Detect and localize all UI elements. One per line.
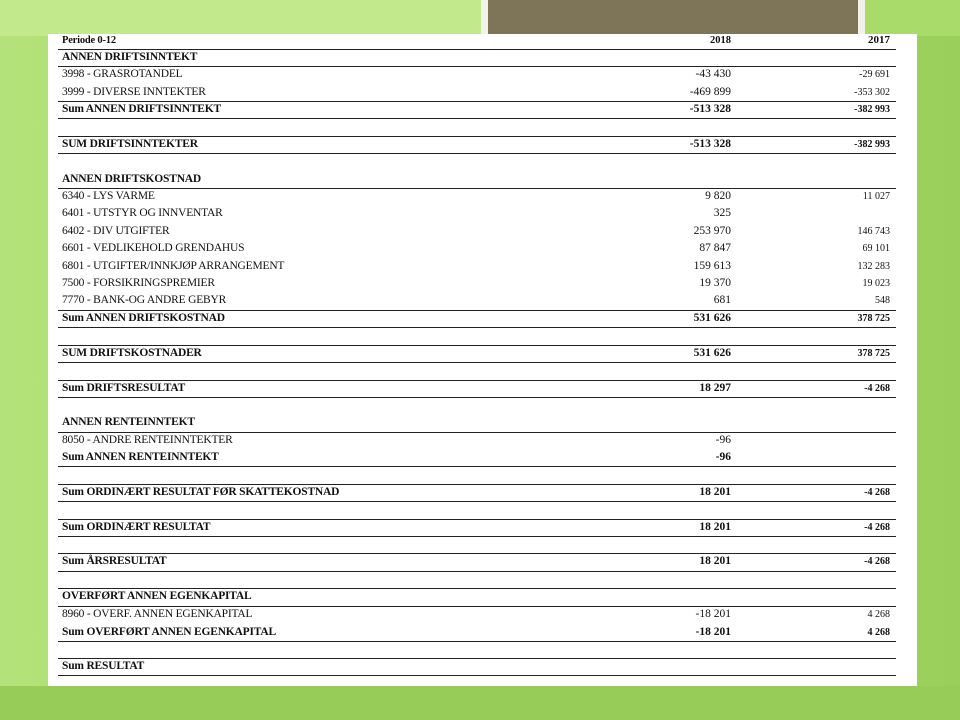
row-label: 3999 - DIVERSE INNTEKTER: [62, 86, 206, 98]
value-2018: -96: [715, 434, 731, 446]
table-row: [60, 624, 894, 641]
table-row: [60, 84, 894, 101]
row-divider: [58, 362, 896, 363]
value-2017: 548: [875, 295, 890, 306]
background-tile: [0, 0, 482, 36]
row-label: 6601 - VEDLIKEHOLD GRENDAHUS: [62, 242, 245, 254]
table-row: [60, 310, 894, 327]
value-2017: 146 743: [857, 226, 890, 237]
table-row: [60, 432, 894, 449]
row-label: OVERFØRT ANNEN EGENKAPITAL: [62, 590, 252, 602]
period-label: Periode 0-12: [62, 35, 116, 46]
table-row: [60, 658, 894, 675]
year-current-header: 2018: [710, 35, 731, 46]
value-2018: 159 613: [693, 260, 731, 272]
value-2018: 681: [713, 294, 731, 306]
table-row: [60, 380, 894, 397]
row-divider: [58, 658, 896, 659]
row-label: 8050 - ANDRE RENTEINNTEKTER: [62, 434, 233, 446]
value-2018: -513 328: [689, 138, 731, 150]
value-2017: 4 268: [867, 627, 890, 638]
row-label: Sum ANNEN DRIFTSINNTEKT: [62, 103, 221, 115]
value-2018: 9 820: [705, 190, 731, 202]
value-2017: -29 691: [859, 69, 890, 80]
row-label: 7500 - FORSIKRINGSPREMIER: [62, 277, 215, 289]
row-label: 7770 - BANK-OG ANDRE GEBYR: [62, 294, 227, 306]
row-divider: [58, 136, 896, 137]
value-2018: -513 328: [689, 103, 731, 115]
row-divider: [58, 553, 896, 554]
value-2018: -469 899: [689, 86, 731, 98]
value-2018: 253 970: [693, 225, 731, 237]
top-image-placeholder: [488, 0, 858, 36]
table-row: [60, 606, 894, 623]
value-2017: 378 725: [857, 313, 890, 324]
row-divider: [58, 188, 896, 189]
row-label: Sum ORDINÆRT RESULTAT FØR SKATTEKOSTNAD: [62, 486, 340, 498]
row-divider: [58, 432, 896, 433]
value-2017: -4 268: [864, 487, 890, 498]
table-row: [60, 223, 894, 240]
row-divider: [58, 327, 896, 328]
value-2017: -382 993: [854, 104, 890, 115]
table-row: [60, 449, 894, 466]
row-divider: [58, 571, 896, 572]
row-label: ANNEN DRIFTSINNTEKT: [62, 51, 198, 63]
value-2017: -4 268: [864, 522, 890, 533]
value-2018: 18 201: [699, 555, 731, 567]
header-row: [60, 32, 894, 49]
row-divider: [58, 519, 896, 520]
row-label: 6401 - UTSTYR OG INNVENTAR: [62, 207, 223, 219]
row-label: Sum ORDINÆRT RESULTAT: [62, 521, 211, 533]
row-divider: [58, 118, 896, 119]
row-label: SUM DRIFTSINNTEKTER: [62, 138, 198, 150]
table-row: [60, 275, 894, 292]
row-divider: [58, 606, 896, 607]
row-label: Sum RESULTAT: [62, 660, 145, 672]
row-label: Sum ÅRSRESULTAT: [62, 555, 167, 567]
row-label: Sum ANNEN RENTEINNTEKT: [62, 451, 219, 463]
bottom-band: [0, 686, 960, 720]
row-divider: [58, 641, 896, 642]
row-divider: [58, 675, 896, 676]
row-divider: [58, 397, 896, 398]
table-row: [60, 101, 894, 118]
value-2018: 531 626: [693, 347, 731, 359]
row-divider: [58, 380, 896, 381]
table-row: [60, 171, 894, 188]
row-label: Sum ANNEN DRIFTSKOSTNAD: [62, 312, 225, 324]
value-2018: 531 626: [693, 312, 731, 324]
table-row: [60, 240, 894, 257]
year-previous-header: 2017: [868, 34, 890, 46]
row-divider: [58, 345, 896, 346]
value-2018: 325: [713, 207, 731, 219]
row-divider: [58, 501, 896, 502]
value-2018: 87 847: [699, 242, 731, 254]
row-divider: [58, 536, 896, 537]
value-2018: 19 370: [699, 277, 731, 289]
table-row: [60, 258, 894, 275]
table-row: [60, 188, 894, 205]
value-2017: -4 268: [864, 383, 890, 394]
value-2018: -96: [715, 451, 731, 463]
row-label: ANNEN RENTEINNTEKT: [62, 416, 195, 428]
value-2017: 69 101: [862, 243, 890, 254]
table-row: [60, 49, 894, 66]
row-label: ANNEN DRIFTSKOSTNAD: [62, 173, 202, 185]
row-divider: [58, 66, 896, 67]
value-2017: 4 268: [867, 609, 890, 620]
row-label: 6402 - DIV UTGIFTER: [62, 225, 170, 237]
row-divider: [58, 101, 896, 102]
value-2018: -18 201: [695, 626, 731, 638]
table-row: [60, 205, 894, 222]
value-2017: 132 283: [857, 261, 890, 272]
background-tile: [864, 0, 960, 36]
row-label: 6801 - UTGIFTER/INNKJØP ARRANGEMENT: [62, 260, 285, 272]
row-divider: [58, 310, 896, 311]
value-2017: -353 302: [854, 87, 890, 98]
row-divider: [58, 484, 896, 485]
table-row: [60, 136, 894, 153]
table-row: [60, 588, 894, 605]
row-label: 3998 - GRASROTANDEL: [62, 68, 183, 80]
table-row: [60, 414, 894, 431]
value-2018: 18 297: [699, 382, 731, 394]
income-statement-sheet: [48, 34, 917, 686]
row-label: 6340 - LYS VARME: [62, 190, 155, 202]
row-divider: [58, 153, 896, 154]
table-row: [60, 66, 894, 83]
row-label: Sum DRIFTSRESULTAT: [62, 382, 186, 394]
row-label: Sum OVERFØRT ANNEN EGENKAPITAL: [62, 626, 276, 638]
value-2017: 378 725: [857, 348, 890, 359]
table-row: [60, 292, 894, 309]
value-2017: 11 027: [862, 191, 890, 202]
value-2017: 19 023: [862, 278, 890, 289]
value-2017: -4 268: [864, 556, 890, 567]
row-divider: [58, 49, 896, 50]
value-2017: -382 993: [854, 139, 890, 150]
value-2018: 18 201: [699, 486, 731, 498]
table-row: [60, 345, 894, 362]
value-2018: 18 201: [699, 521, 731, 533]
row-divider: [58, 588, 896, 589]
table-row: [60, 484, 894, 501]
value-2018: -18 201: [695, 608, 731, 620]
table-row: [60, 519, 894, 536]
row-label: SUM DRIFTSKOSTNADER: [62, 347, 202, 359]
row-divider: [58, 466, 896, 467]
value-2018: -43 430: [695, 68, 731, 80]
row-label: 8960 - OVERF. ANNEN EGENKAPITAL: [62, 608, 253, 620]
table-row: [60, 553, 894, 570]
